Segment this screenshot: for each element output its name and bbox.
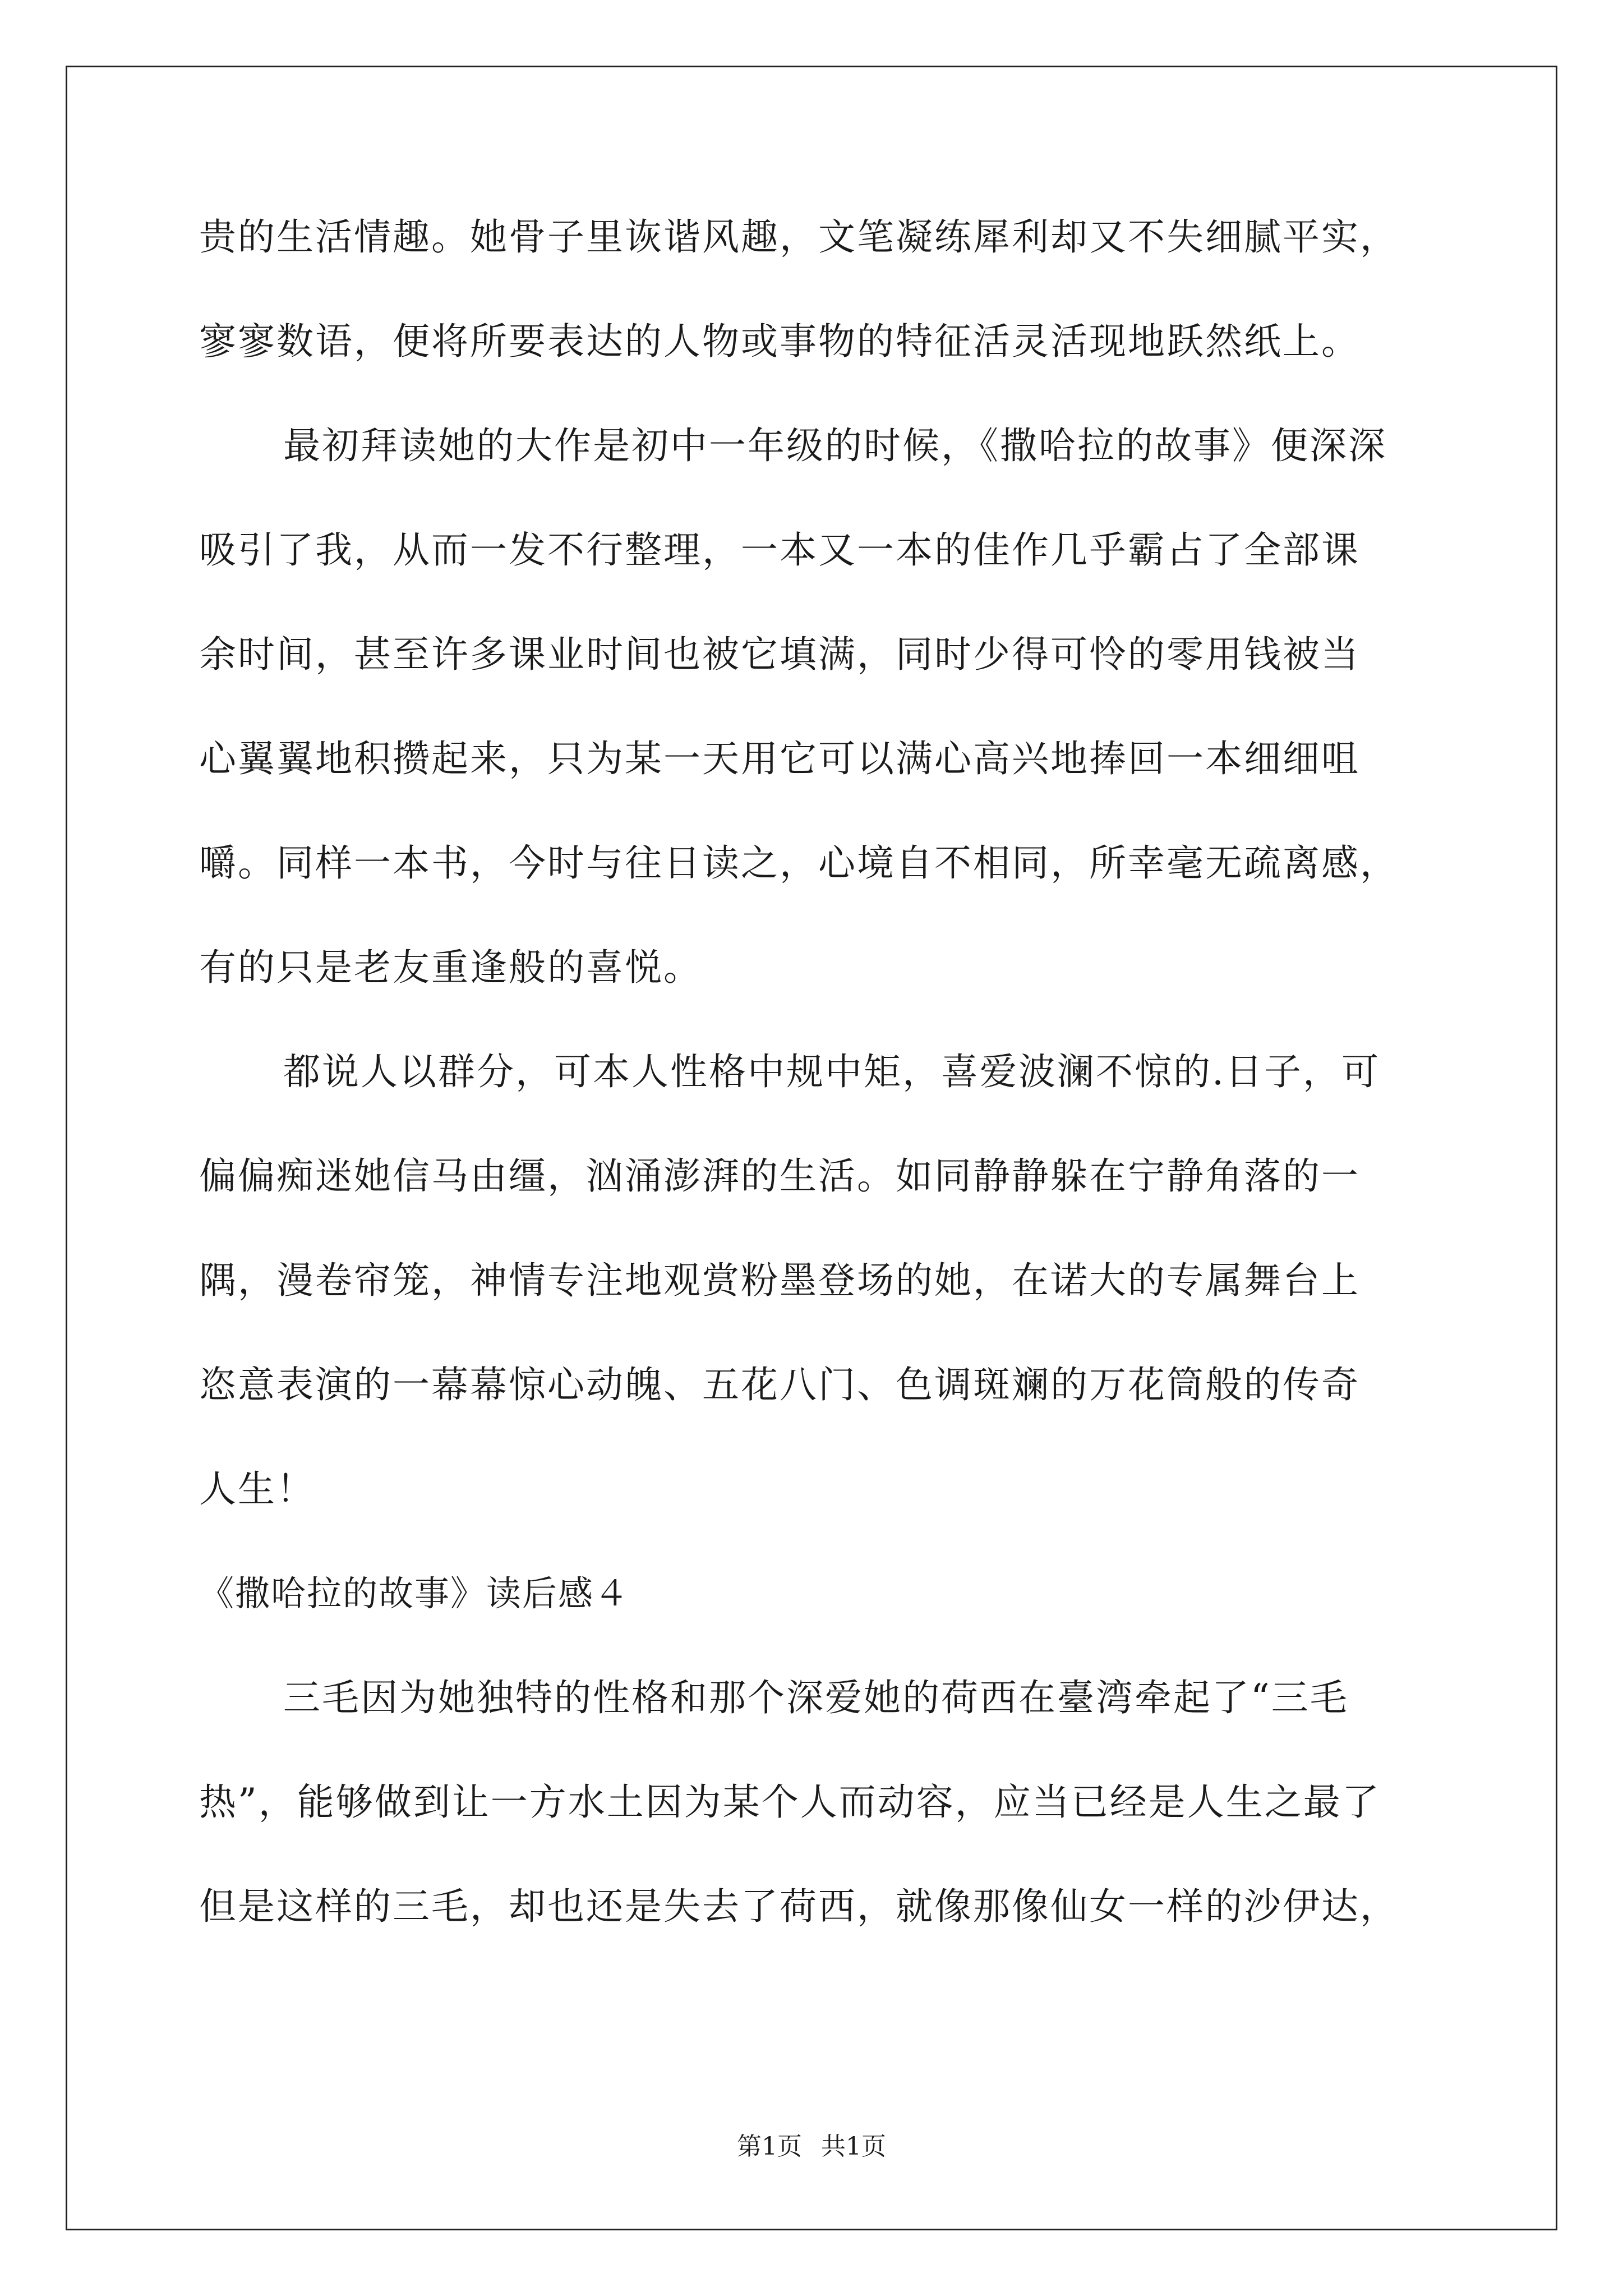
text-line: 贵的生活情趣。她骨子里诙谐风趣，文笔凝练犀利却又不失细腻平实， — [199, 215, 1399, 259]
paragraph-start: 都说人以群分，可本人性格中规中矩，喜爱波澜不惊的.日子，可 — [283, 1050, 1380, 1093]
page-number-current: 第1页 — [737, 2132, 802, 2161]
text-line: 但是这样的三毛，却也还是失去了荷西，就像那像仙女一样的沙伊达， — [199, 1885, 1399, 1928]
document-body — [199, 185, 1433, 1959]
text-line: 偏偏痴迷她信马由缰，汹涌澎湃的生活。如同静静躲在宁静角落的一 — [199, 1154, 1360, 1198]
text-line: 隅，漫卷帘笼，神情专注地观赏粉墨登场的她，在诺大的专属舞台上 — [199, 1259, 1360, 1302]
text-line: 余时间，甚至许多课业时间也被它填满，同时少得可怜的零用钱被当 — [199, 633, 1360, 676]
paragraph-start: 最初拜读她的大作是初中一年级的时候，《撒哈拉的故事》便深深 — [283, 424, 1387, 467]
text-line: 有的只是老友重逢般的喜悦。 — [199, 946, 702, 989]
page-number-total: 共1页 — [821, 2132, 886, 2161]
text-line: 寥寥数语，便将所要表达的人物或事物的特征活灵活现地跃然纸上。 — [199, 320, 1360, 363]
section-heading: 《撒哈拉的故事》读后感４ — [199, 1573, 630, 1614]
page-footer — [0, 2126, 1623, 2162]
paragraph-start: 三毛因为她独特的性格和那个深爱她的荷西在臺湾牵起了“三毛 — [283, 1676, 1349, 1719]
text-line: 吸引了我，从而一发不行整理，一本又一本的佳作几乎霸占了全部课 — [199, 528, 1360, 572]
text-line: 热”，能够做到让一方水土因为某个人而动容，应当已经是人生之最了 — [199, 1780, 1381, 1824]
text-line: 心翼翼地积攒起来，只为某一天用它可以满心高兴地捧回一本细细咀 — [199, 737, 1360, 780]
text-line: 人生！ — [199, 1467, 315, 1511]
text-line: 嚼。同样一本书，今时与往日读之，心境自不相同，所幸毫无疏离感， — [199, 841, 1399, 885]
text-line: 恣意表演的一幕幕惊心动魄、五花八门、色调斑斓的万花筒般的传奇 — [199, 1363, 1360, 1406]
